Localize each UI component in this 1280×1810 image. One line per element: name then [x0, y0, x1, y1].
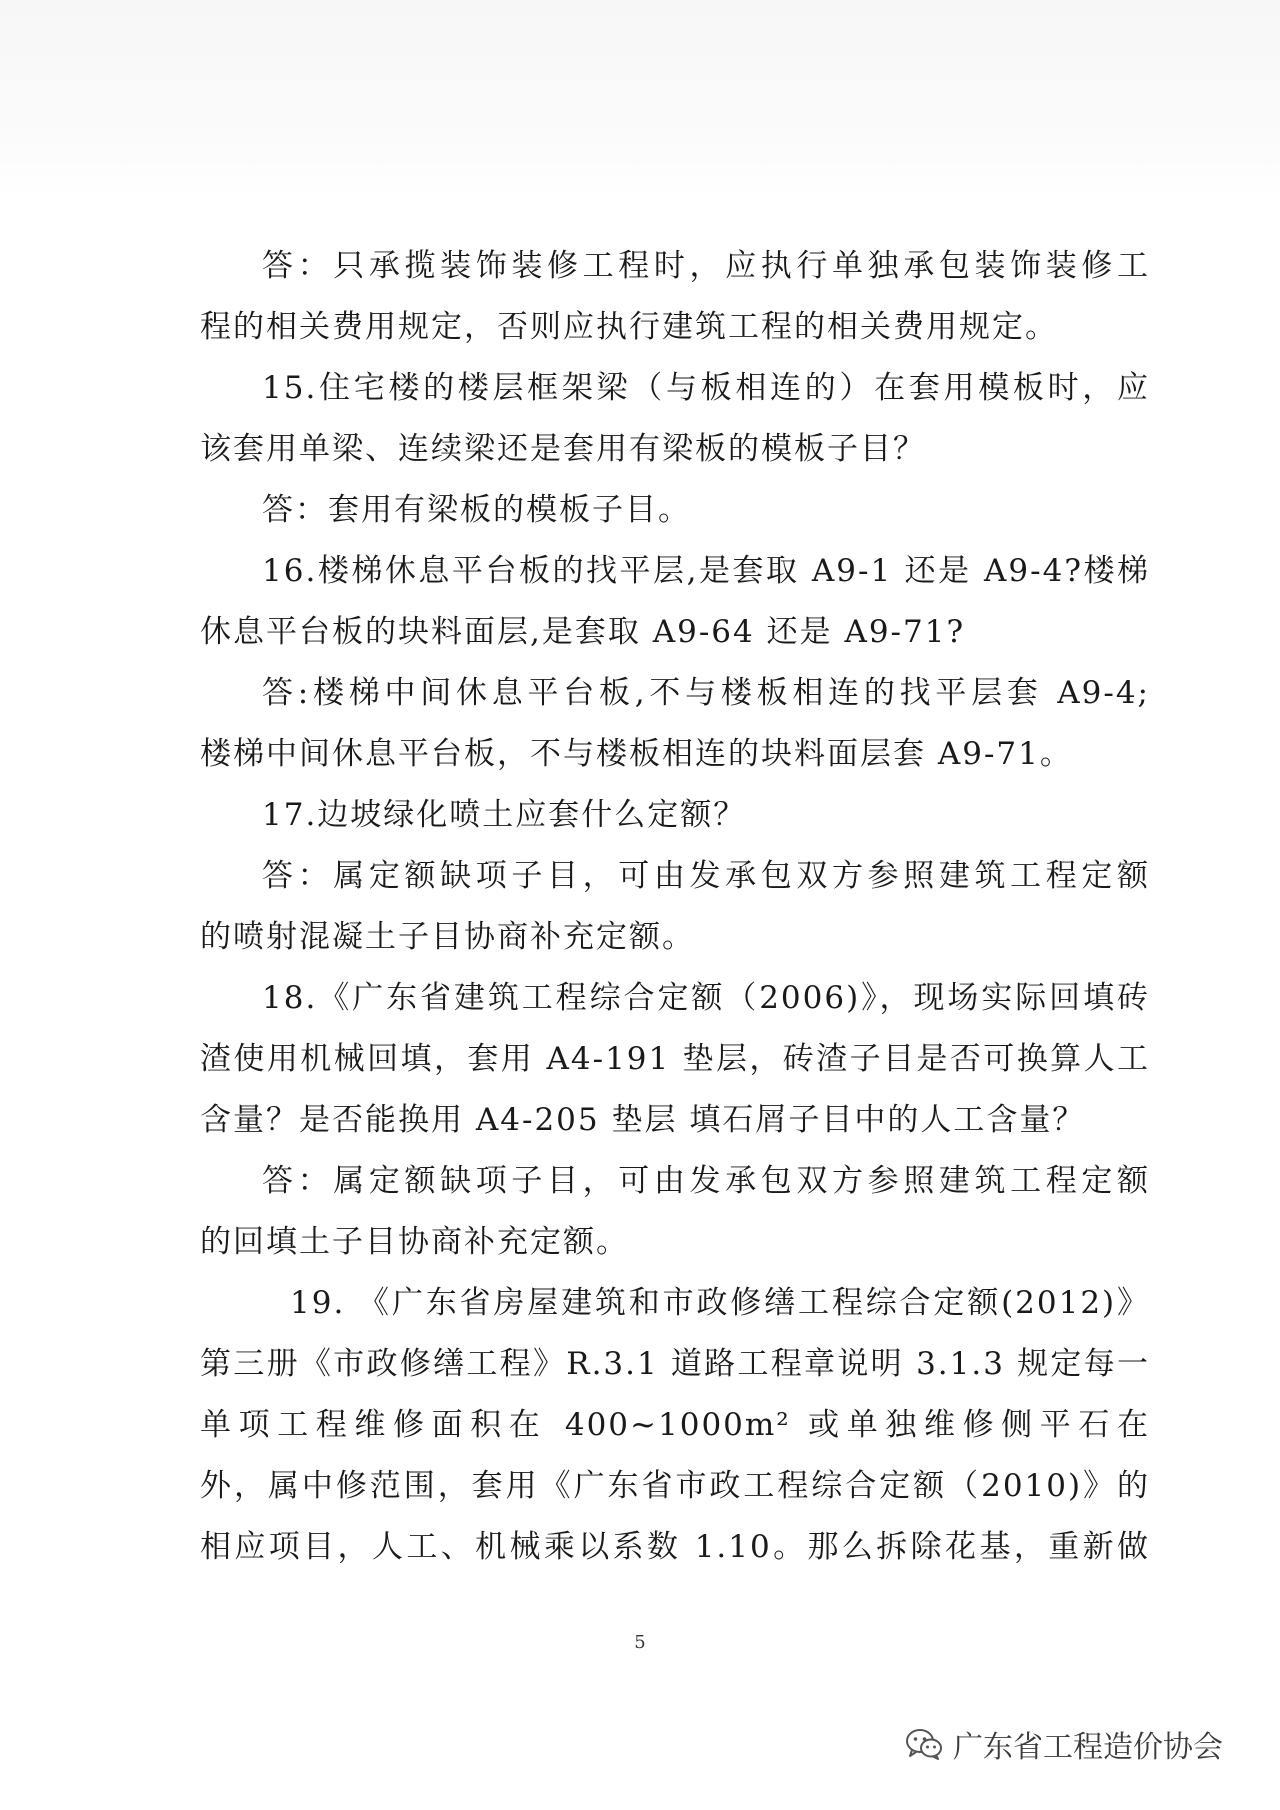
- paragraph-line: 程的相关费用规定，否则应执行建筑工程的相关费用规定。: [200, 309, 1058, 345]
- answer-line: 答:楼梯中间休息平台板,不与楼板相连的找平层套 A9-4;: [262, 675, 1150, 711]
- question-line: 相应项目，人工、机械乘以系数 1.10。那么拆除花基，重新做: [200, 1529, 1150, 1565]
- question-line: 16.楼梯休息平台板的找平层,是套取 A9-1 还是 A9-4?楼梯: [262, 553, 1150, 589]
- question-line: 休息平台板的块料面层,是套取 A9-64 还是 A9-71?: [200, 614, 966, 650]
- document-body: [200, 236, 1150, 1578]
- scan-top-shading: [0, 0, 1280, 200]
- question-line: 19. 《广东省房屋建筑和市政修缮工程综合定额(2012)》: [290, 1285, 1150, 1321]
- question-line: 第三册《市政修缮工程》R.3.1 道路工程章说明 3.1.3 规定每一: [200, 1346, 1150, 1382]
- answer-line: 答：套用有梁板的模板子目。: [262, 492, 691, 528]
- question-line: 渣使用机械回填，套用 A4-191 垫层，砖渣子目是否可换算人工: [200, 1041, 1150, 1077]
- question-line: 17.边坡绿化喷土应套什么定额？: [262, 797, 747, 833]
- answer-line: 答：属定额缺项子目，可由发承包双方参照建筑工程定额: [262, 858, 1150, 894]
- answer-line: 答：属定额缺项子目，可由发承包双方参照建筑工程定额: [262, 1163, 1150, 1199]
- question-line: 该套用单梁、连续梁还是套用有梁板的模板子目？: [200, 431, 926, 467]
- answer-line: 的回填土子目协商补充定额。: [200, 1224, 629, 1260]
- question-line: 外，属中修范围，套用《广东省市政工程综合定额（2010)》的: [200, 1468, 1150, 1504]
- question-line: 15.住宅楼的楼层框架梁（与板相连的）在套用模板时，应: [262, 370, 1150, 406]
- paragraph-line: 答：只承揽装饰装修工程时，应执行单独承包装饰装修工: [262, 248, 1150, 284]
- watermark-text: 广东省工程造价协会: [953, 1730, 1223, 1765]
- question-line: 18.《广东省建筑工程综合定额（2006)》，现场实际回填砖: [262, 980, 1150, 1016]
- answer-line: 楼梯中间休息平台板，不与楼板相连的块料面层套 A9-71。: [200, 736, 1073, 772]
- answer-line: 的喷射混凝土子目协商补充定额。: [200, 919, 695, 955]
- page-number: 5: [634, 1632, 646, 1653]
- source-watermark: [905, 1724, 1223, 1764]
- question-line: 单项工程维修面积在 400~1000m² 或单独维修侧平石在: [200, 1407, 1150, 1443]
- wechat-icon: [905, 1728, 943, 1760]
- question-line: 含量？是否能换用 A4-205 垫层 填石屑子目中的人工含量？: [200, 1102, 1086, 1138]
